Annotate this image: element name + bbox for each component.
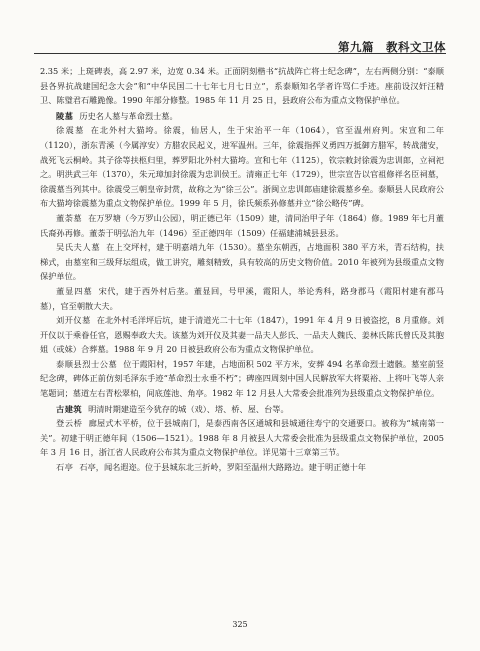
entry-label: 董荼墓 — [56, 212, 83, 223]
entry-stone-pavilion: 石亭 石亭，闻名遐迩。位于县城东北三折岭，罗阳至温州大路路边。建于明正德十年 — [56, 462, 366, 473]
entry-label: 徐震墓 — [56, 125, 85, 136]
section-label: 古建筑 — [56, 403, 83, 414]
section-label: 陵墓 — [56, 110, 74, 121]
entry-label: 吴氏夫人墓 — [56, 242, 101, 253]
entry-dong-tu-tomb: 董荼墓 在万罗塘（今万罗山公园），明正德已年（1509）建，清同治甲子年（1864）修。1989 年七月董氏裔孙再修。董荼于明弘治九年（1496）至正德四年（1509）任福建浦城县县丞。 — [40, 212, 444, 238]
entry-label: 登云桥 — [56, 418, 83, 429]
paragraph-continuation: 2.35 米；上斑碑表，高 2.97 米，边宽 0.34 米。正面阴刻楷书“抗战阵亡将士纪念碑”，左右两侧分别：“泰顺县各界抗战建国纪念大会”和“中华民国二十七年七月七日立”，系泰顺知名学者许骂仁手迹。座前设汉奸汪精卫、陈璧君石雕跪像。1990 年部分修整。1985 年 11 月 25 日，县政府公布为重点文物保护单位。 — [40, 66, 444, 106]
entry-label: 泰顺县烈士公墓 — [56, 358, 118, 369]
running-header — [34, 36, 446, 54]
entry-xu-zhen-tomb: 徐震墓 在北外村大猫垮。徐震，仙居人，生于宋治平一年（1064），官至温州府判。宋宣和二年（1120），浙东青溪（今属淳安）方腊农民起义，进军温州。三年，徐震指挥义勇四万抵御方腊军，转战蒲安，战死飞云桐岭。其子徐等扶柩归里，葬罗阳北外村大猫垮。宣和七年（1125），钦宗敕封徐震为忠训郎，立祠祀之。明洪武三年（1370），朱元璋加封徐震为忠训侯王。清雍正七年（1729），世宗宣告以官祖修祥名臣祠墓，徐震墓当列其中。徐震受三朝皇帝封赏，故称之为“徐三公”。浙闽立忠训郎庙建徐震墓乡垒。泰顺县人民政府公布大猫垮徐震墓为重点文物保护单位。1999 年 5 月，徐氏频系孙修墓并立“徐公略传”碑。 — [40, 125, 444, 209]
entry-dengyun-bridge: 登云桥 廊屋式木平桥，位于县城南门，是泰西南各区通城和县城通往寿宁的交通要口。被称为“城南第一关”。初建于明正德年间（1506—1521）。1988 年 8 月被县人大常委会批准为县级重点文物保护单位，2005 年 3 月 16 日，浙江省人民政府公布其为重点文物保护单位。详见第十三章第三节。 — [40, 418, 444, 458]
section-heading-ancient-buildings: 古建筑 明清时期建造至今犹存的城（戏）、塔、桥、屋、台等。 — [56, 403, 289, 414]
entry-label: 石亭 — [56, 462, 74, 473]
entry-martyrs-cemetery: 泰顺县烈士公墓 位于霞阳村，1957 年建，占地面积 502 平方米，安葬 494 名革命烈士遗骸。墓室前竖纪念碑，碑体正前仿刻毛泽东手迹“革命烈士永垂不朽”；碑座四周刻中国人民解放军大将粟裕、上将叶飞等人亲笔题词；墓道左右青松翠柏，间底莲池、角亭。1982 年 12 月县人大常委会批准列为县级重点文物保护单位。 — [40, 358, 444, 399]
body-text — [40, 64, 444, 475]
entry-liu-kaiyi-tomb: 刘开仪墓 在北外村毛洋坪后坑，建于清道光二十七年（1847），1991 年 4 月 9 日被盗挖，8 月重修。刘开仪以于乘眷任官，恩赐奉政大夫。该墓为刘开仪及其妻一品夫人彭氏、一品夫人魏氏、姜林氏陈氏曾氏及其胞姐（或妹）合葬墓。1988 年 9 月 20 日被县政府公布为重点文物保护单位。 — [40, 315, 444, 355]
entry-dong-xian-tomb: 董显四墓 宋代，建于西外村后垄。董显回，号甲溪，霞阳人，举论秀科，路身郡马（霞阳村建有郡马墓），官至朝散大夫。 — [40, 285, 444, 311]
entry-wu-lady-tomb: 吴氏夫人墓 在上交坪村，建于明嘉靖九年（1530）。墓坐东朝西，占地面积 380 平方米，青石结构，扶梯式，由墓室和三级拜坛组成，做工讲究，雕刻精致，具有较高的历史文物价值。2010 年被列为县级重点文物保护单位。 — [40, 242, 444, 282]
entry-label: 董显四墓 — [56, 285, 93, 296]
page-number: 325 — [232, 620, 248, 629]
header-title: 第九篇 教科文卫体 — [338, 40, 446, 54]
entry-label: 刘开仪墓 — [56, 315, 91, 326]
section-heading-tombs: 陵墓 历史名人墓与革命烈士墓。 — [56, 110, 178, 121]
